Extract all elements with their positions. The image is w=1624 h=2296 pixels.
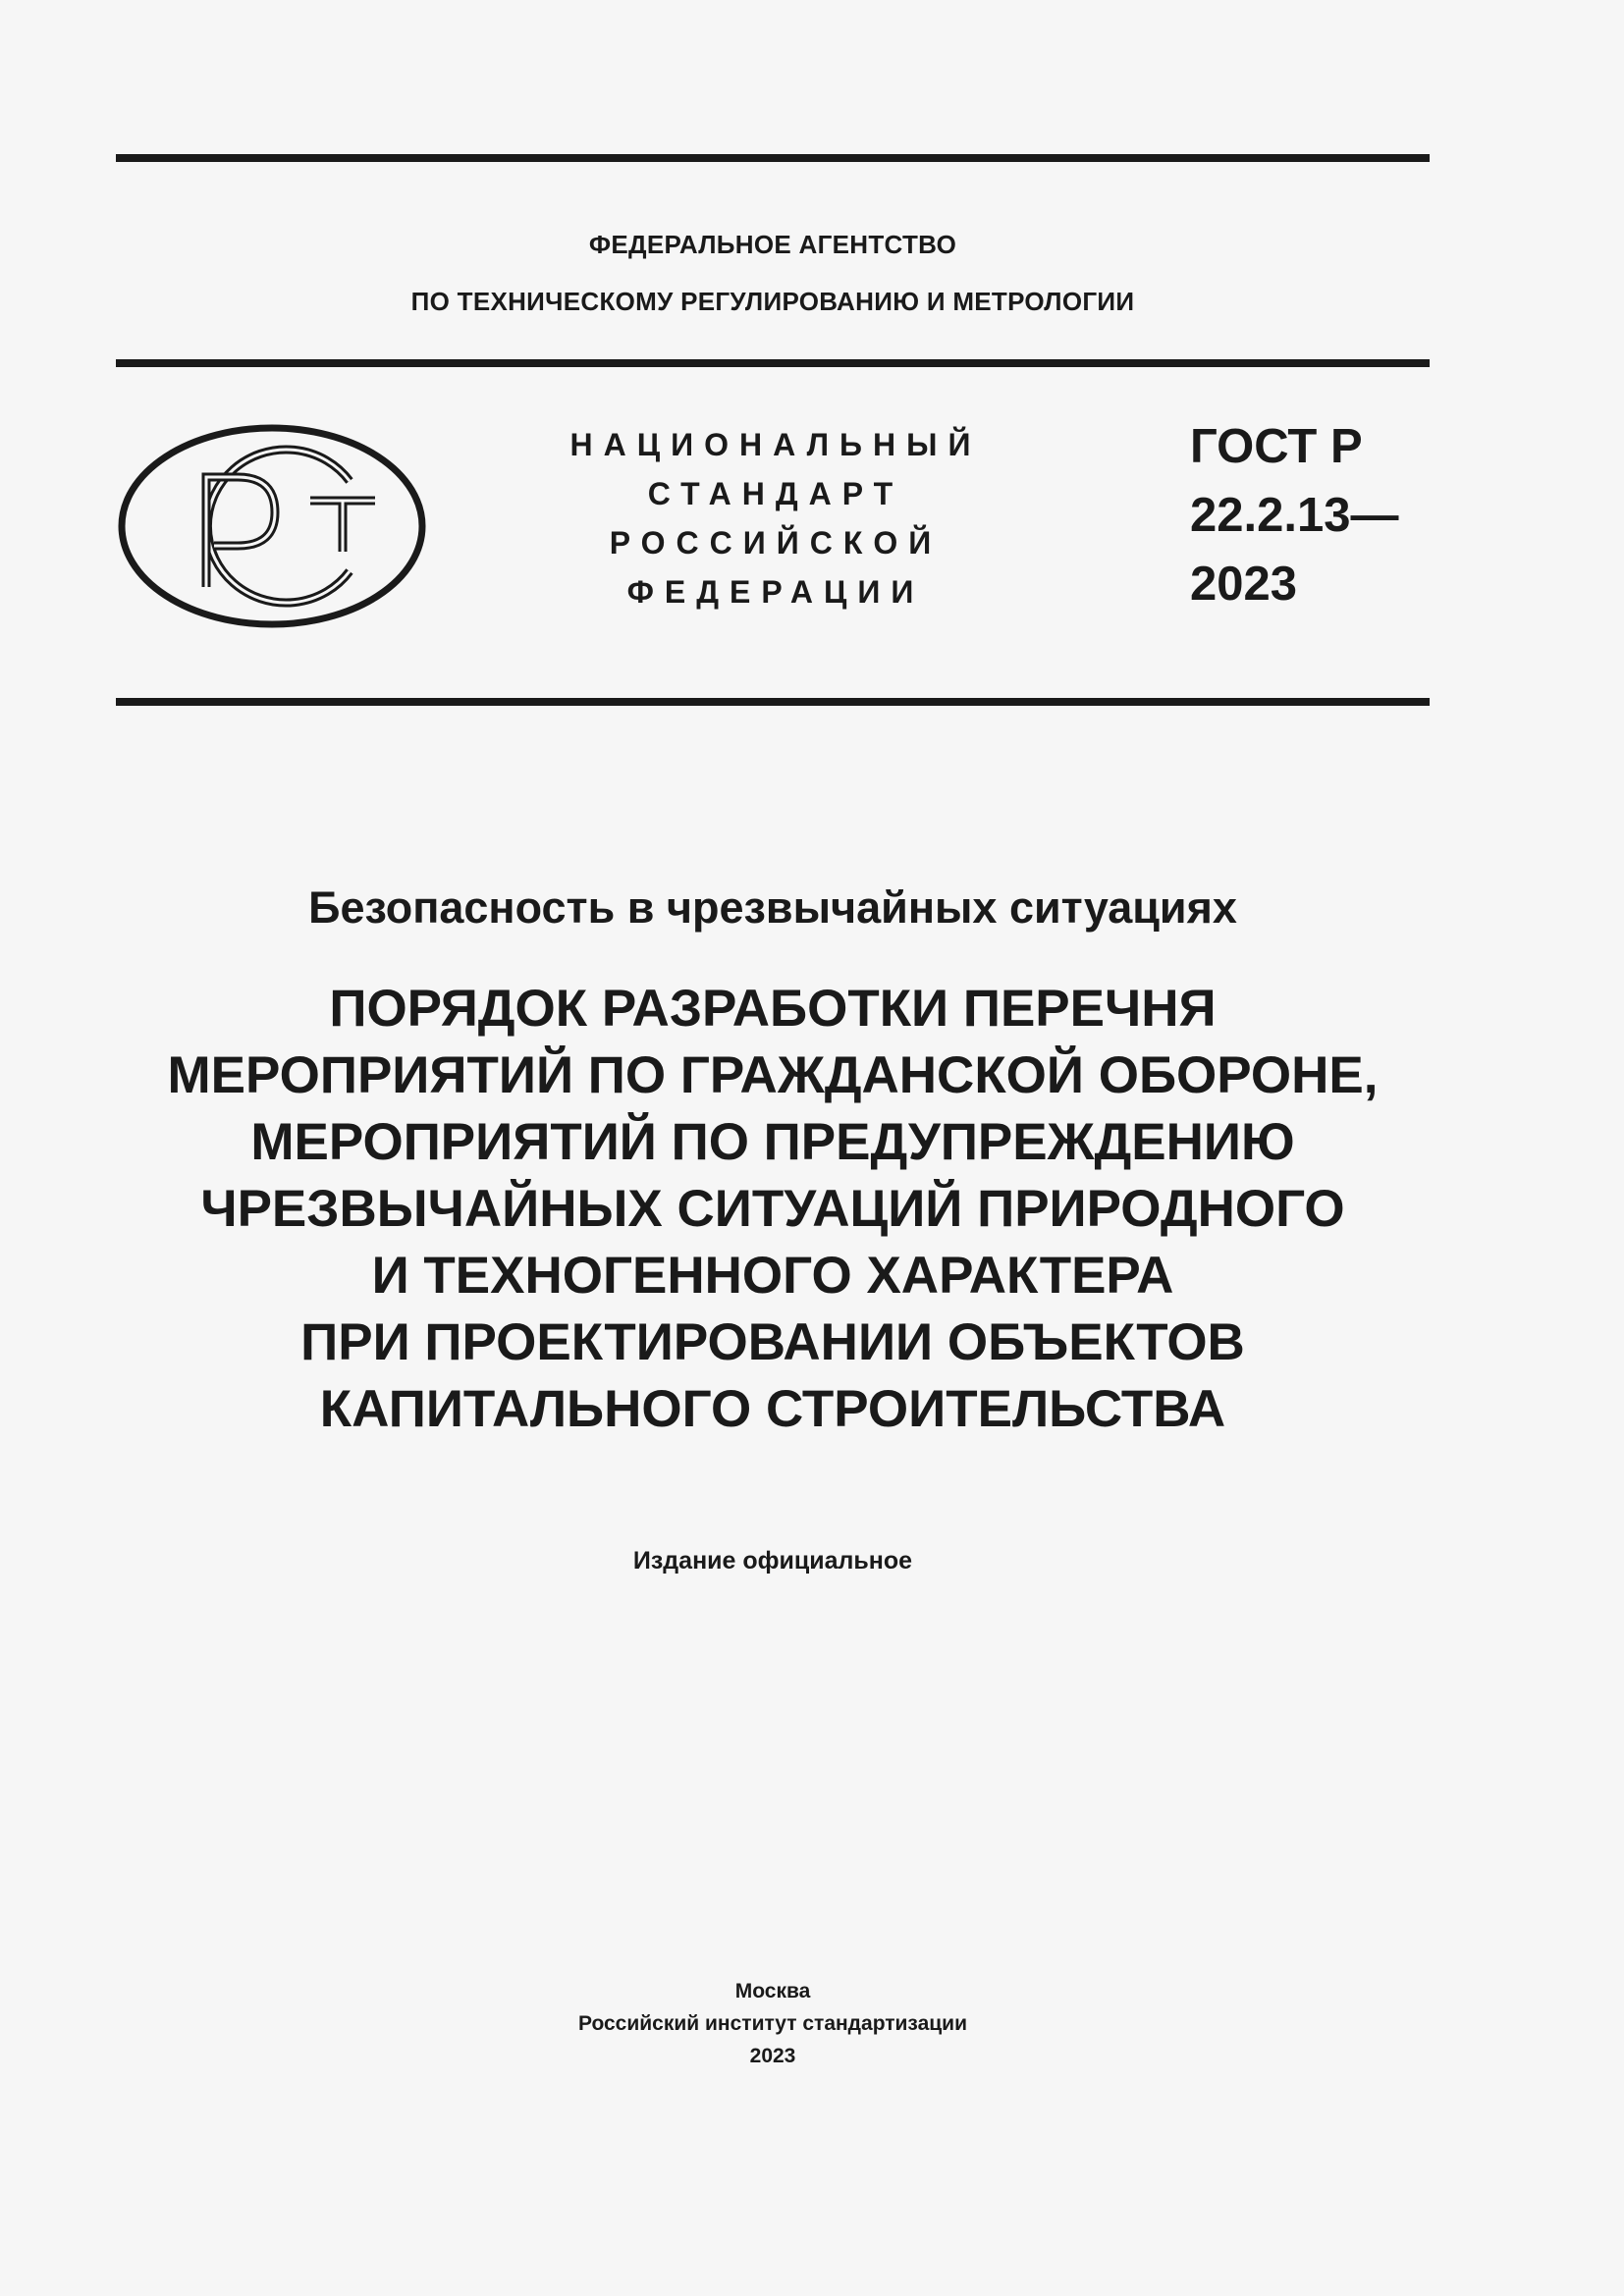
standard-type-line-3: РОССИЙСКОЙ — [609, 525, 943, 561]
header-bottom-rule — [116, 698, 1430, 706]
edition-note: Издание официальное — [632, 1547, 913, 1575]
designation-line-2: 22.2.13— — [1190, 489, 1399, 542]
agency-header — [116, 216, 1430, 330]
standard-type-line-1: НАЦИОНАЛЬНЫЙ — [569, 427, 982, 462]
title-line: КАПИТАЛЬНОГО СТРОИТЕЛЬСТВА — [319, 1380, 1226, 1438]
title-line: ЧРЕЗВЫЧАЙНЫХ СИТУАЦИЙ ПРИРОДНОГО — [200, 1180, 1345, 1238]
title-line: МЕРОПРИЯТИЙ ПО ГРАЖДАНСКОЙ ОБОРОНЕ, — [167, 1046, 1379, 1104]
title-line: МЕРОПРИЯТИЙ ПО ПРЕДУПРЕЖДЕНИЮ — [250, 1113, 1295, 1171]
agency-line-1: ФЕДЕРАЛЬНОЕ АГЕНТСТВО — [588, 230, 957, 259]
title-line: ПРИ ПРОЕКТИРОВАНИИ ОБЪЕКТОВ — [300, 1313, 1245, 1371]
standard-type-line-4: ФЕДЕРАЦИИ — [626, 574, 925, 610]
standard-designation — [1190, 412, 1426, 618]
series-title: Безопасность в чрезвычайных ситуациях — [308, 882, 1237, 933]
top-rule — [116, 154, 1430, 162]
document-title — [116, 976, 1430, 1443]
imprint — [116, 1975, 1430, 2072]
imprint-publisher: Российский институт стандартизации — [577, 2012, 968, 2035]
designation-line-1: ГОСТ Р — [1190, 420, 1363, 473]
imprint-year: 2023 — [749, 2045, 796, 2067]
agency-divider-rule — [116, 359, 1430, 367]
rst-logo — [116, 422, 428, 630]
standard-type-line-2: СТАНДАРТ — [647, 476, 904, 511]
designation-line-3: 2023 — [1190, 558, 1298, 611]
title-line: ПОРЯДОК РАЗРАБОТКИ ПЕРЕЧНЯ — [329, 980, 1217, 1038]
agency-line-2: ПО ТЕХНИЧЕСКОМУ РЕГУЛИРОВАНИЮ И МЕТРОЛОГИИ — [410, 287, 1135, 316]
imprint-city: Москва — [734, 1980, 811, 2002]
standard-type — [550, 420, 1001, 616]
title-line: И ТЕХНОГЕННОГО ХАРАКТЕРА — [371, 1247, 1174, 1305]
rst-certification-mark-icon — [116, 422, 428, 630]
